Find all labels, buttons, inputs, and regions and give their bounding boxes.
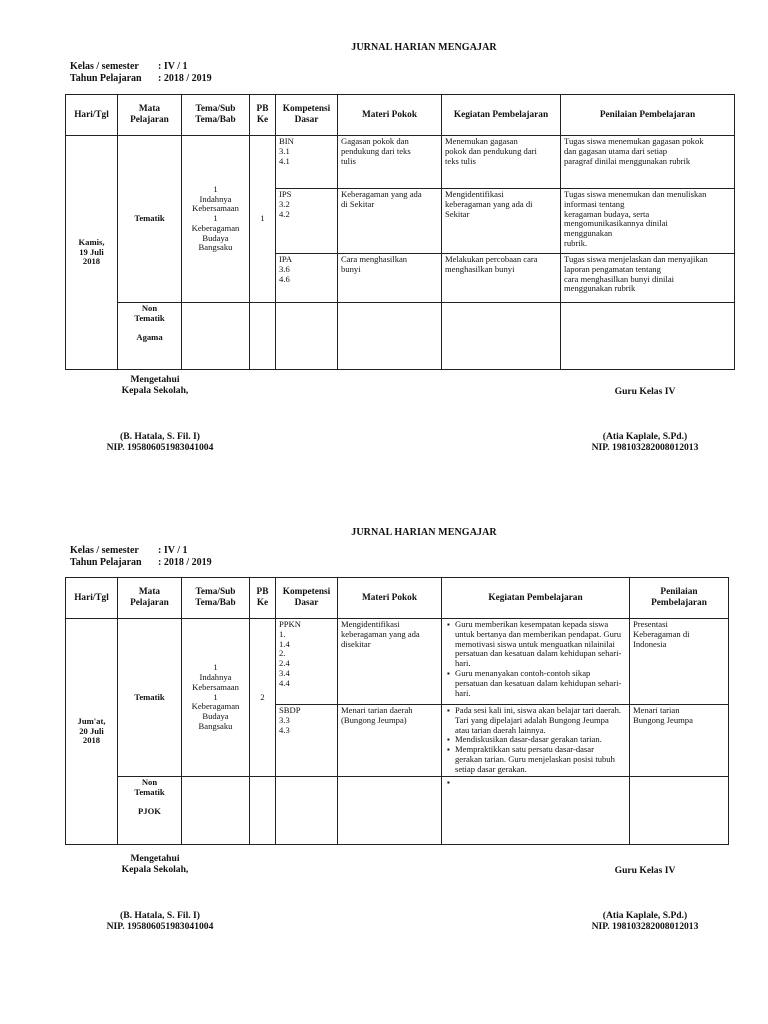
tematik-row: [66, 619, 729, 777]
meta-value: : IV / 1: [158, 545, 188, 556]
header-line: Tema/Bab: [195, 115, 236, 125]
kd-line: 3.4: [279, 667, 290, 678]
col-header-kd: [276, 578, 338, 619]
penilaian-line: Tugas siswa menemukan gagasan pokok: [564, 136, 704, 146]
activity-item: [455, 669, 626, 698]
activity-line: ▪ Mempraktikkan satu persatu dasar-dasar: [455, 744, 594, 755]
header-line: PB: [256, 104, 269, 114]
header-line: Tema/Sub: [195, 587, 236, 597]
activity-line: hari.: [455, 658, 471, 669]
col-header-pb: [250, 578, 276, 619]
materi-block: [338, 253, 441, 302]
kd-line: 2.: [279, 648, 286, 659]
kd-line: 3.2: [279, 198, 290, 209]
tematik-row: [66, 136, 735, 303]
journal-table: [65, 577, 729, 845]
principal-name-block: [60, 431, 260, 453]
day-line: Kamis,: [78, 236, 105, 247]
penilaian-line: laporan pengamatan tentang: [564, 263, 661, 274]
header-line: Pelajaran: [130, 115, 169, 125]
theme-line: Kebersamaan: [192, 203, 239, 214]
meta-label: Tahun Pelajaran: [70, 72, 142, 84]
header-line: Dasar: [294, 598, 319, 608]
penilaian-line: rubrik.: [564, 237, 588, 248]
materi-block: [338, 188, 441, 253]
theme-line: Kebersamaan: [192, 681, 239, 692]
kd-block: [276, 188, 337, 253]
penilaian-block: [561, 188, 734, 253]
meta-label: Kelas / semester: [70, 545, 139, 556]
theme-cell: [182, 619, 250, 777]
penilaian-line: Keberagaman di: [633, 628, 690, 639]
materi-cell: [338, 136, 442, 303]
header-line: Tema/Bab: [195, 598, 236, 608]
theme-line: Keberagaman: [191, 222, 240, 233]
activity-line: setiap dasar gerakan.: [455, 763, 527, 774]
non-tematik-row: [66, 303, 735, 370]
materi-block: [338, 704, 441, 776]
sign-acknowledge: Mengetahui: [130, 853, 180, 864]
header-line: Mata: [138, 104, 161, 114]
activity-item: [455, 706, 626, 735]
header-line: Ke: [256, 115, 269, 125]
kd-line: IPA: [279, 254, 293, 264]
sign-role: Guru Kelas IV: [614, 386, 676, 397]
non-tematik-penilaian-cell: [561, 303, 735, 370]
principal-nip: NIP. 195806051983041004: [106, 442, 214, 453]
materi-block: [338, 619, 441, 704]
penilaian-block: [561, 253, 734, 302]
non-tematik-kd-cell: [276, 777, 338, 845]
penilaian-line: keragaman budaya, serta: [564, 208, 650, 219]
materi-line: disekitar: [341, 638, 371, 649]
meta-label: Kelas / semester: [70, 61, 139, 72]
teacher-nip: NIP. 198103282008012013: [591, 921, 699, 932]
materi-line: tulis: [341, 155, 356, 166]
col-header-mapel: [118, 578, 182, 619]
activity-line: untuk bertanya dan memberikan pendapat. Guru: [455, 628, 622, 639]
theme-line: Budaya: [202, 711, 229, 722]
kd-line: PPKN: [279, 619, 301, 629]
col-header-hari: [66, 95, 118, 136]
activity-line: ▪ Pada sesi kali ini, siswa akan belajar tari daerah.: [455, 705, 622, 715]
non-tematik-line: Tematik: [134, 312, 165, 323]
journal-table: [65, 94, 735, 370]
principal-name: (B. Hatala, S. Fil. I): [120, 431, 200, 442]
theme-line: 1: [213, 691, 218, 702]
kd-line: IPS: [279, 189, 292, 199]
materi-line: pendukung dari teks: [341, 145, 411, 156]
materi-line: Mengidentifikasi: [341, 619, 400, 629]
header-line: Pembelajaran: [651, 598, 707, 608]
penilaian-line: dan gagasan utama dari setiap: [564, 145, 668, 156]
activity-line: persatuan dan kesatuan dalam kehidupan sehari-: [455, 648, 622, 659]
non-tematik-row: [66, 777, 729, 845]
kd-block: [276, 253, 337, 302]
header-line: Kompetensi: [282, 104, 331, 114]
materi-line: Cara menghasilkan: [341, 254, 408, 264]
col-header-materi: [338, 95, 442, 136]
principal-name: (B. Hatala, S. Fil. I): [120, 910, 200, 921]
header-line: Kegiatan Pembelajaran: [453, 109, 549, 120]
subject-non-tematik: [118, 777, 182, 845]
day-line: Jum'at,: [77, 715, 106, 726]
meta-value: : IV / 1: [158, 61, 188, 72]
penilaian-line: paragraf dinilai menggunakan rubrik: [564, 155, 691, 166]
col-header-tema: [182, 95, 250, 136]
theme-line: Bangsaku: [198, 242, 233, 253]
header-line: PB: [256, 587, 269, 597]
principal-signature: [95, 853, 215, 875]
meta-label: Tahun Pelajaran: [70, 556, 142, 568]
penilaian-line: menggunakan rubrik: [564, 283, 636, 294]
kegiatan-line: Menemukan gagasan: [445, 136, 518, 146]
kd-line: SBDP: [279, 705, 301, 715]
penilaian-line: informasi tentang: [564, 198, 625, 209]
kegiatan-line: keberagaman yang ada di: [445, 198, 533, 209]
penilaian-line: mengomunikasikannya dinilai: [564, 218, 668, 229]
kegiatan-block: [442, 704, 629, 776]
materi-line: bunyi: [341, 263, 361, 274]
penilaian-line: Bungong Jeumpa: [633, 714, 693, 725]
theme-line: Indahnya: [199, 672, 232, 682]
kd-line: 3.3: [279, 714, 290, 725]
kd-cell: [276, 619, 338, 777]
non-tematik-pb-cell: [250, 303, 276, 370]
meta-row: [70, 557, 212, 569]
day-line: 19 Juli: [79, 246, 104, 257]
non-tematik-kd-cell: [276, 303, 338, 370]
activity-line: atau tarian daerah lainnya.: [455, 724, 546, 735]
header-row: [66, 95, 735, 136]
theme-line: Keberagaman: [191, 701, 240, 712]
kd-block: [276, 619, 337, 704]
materi-line: Menari tarian daerah: [341, 705, 413, 715]
header-line: Kegiatan Pembelajaran: [488, 592, 583, 603]
non-tematik-subject: PJOK: [138, 805, 161, 816]
header-line: Hari/Tgl: [74, 109, 109, 120]
teacher-name-block: [560, 431, 730, 453]
kegiatan-line: Mengidentifikasi: [445, 189, 504, 199]
meta-row: [70, 61, 212, 73]
kd-line: 4.3: [279, 724, 290, 735]
materi-line: Keberagaman yang ada: [341, 189, 422, 199]
header-line: Ke: [256, 598, 269, 608]
sign-role: Kepala Sekolah,: [121, 385, 189, 396]
kd-line: 1.: [279, 628, 286, 639]
teacher-nip: NIP. 198103282008012013: [591, 442, 699, 453]
journal-title: JURNAL HARIAN MENGAJAR: [351, 527, 497, 538]
activity-item: [455, 620, 626, 669]
day-line: 20 Juli: [79, 725, 104, 736]
kegiatan-block: [442, 619, 629, 704]
activity-list: [445, 620, 626, 698]
day-line: 2018: [82, 735, 101, 746]
kegiatan-line: teks tulis: [445, 155, 476, 166]
kegiatan-block: [442, 188, 560, 253]
col-header-kegiatan: [442, 95, 561, 136]
non-tematik-kegiatan-cell: [442, 777, 630, 845]
header-line: Materi Pokok: [362, 592, 417, 603]
theme-line: 1: [213, 183, 218, 194]
header-line: Mata: [138, 587, 161, 597]
materi-line: Gagasan pokok dan: [341, 136, 409, 146]
col-header-mapel: [118, 95, 182, 136]
penilaian-line: Menari tarian: [633, 705, 680, 715]
theme-line: Bangsaku: [198, 720, 233, 731]
subject-non-tematik: [118, 303, 182, 370]
theme-line: 1: [213, 213, 218, 224]
meta-value: : 2018 / 2019: [158, 556, 212, 568]
principal-nip: NIP. 195806051983041004: [106, 921, 214, 932]
non-tematik-line: Non: [141, 777, 158, 787]
meta-value: : 2018 / 2019: [158, 72, 212, 84]
activity-line: ▪ Mendiskusikan dasar-dasar gerakan tarian.: [455, 734, 602, 745]
day-line: 2018: [82, 256, 101, 267]
non-tematik-line: Non: [141, 303, 158, 313]
non-tematik-kegiatan-cell: [442, 303, 561, 370]
col-header-pb: [250, 95, 276, 136]
kegiatan-cell: [442, 619, 630, 777]
teacher-name: (Atia Kaplale, S.Pd.): [602, 910, 688, 921]
theme-line: Budaya: [202, 232, 229, 243]
activity-line: hari.: [455, 687, 471, 698]
non-tematik-materi-cell: [338, 303, 442, 370]
header-line: Kompetensi: [282, 587, 331, 597]
kd-block: [276, 136, 337, 188]
materi-line: (Bungong Jeumpa): [341, 714, 407, 725]
kegiatan-cell: [442, 136, 561, 303]
col-header-kd: [276, 95, 338, 136]
pb-cell: 2: [250, 619, 276, 777]
penilaian-cell: [630, 619, 729, 777]
kd-line: 4.6: [279, 273, 290, 284]
col-header-hari: [66, 578, 118, 619]
materi-line: keberagaman yang ada: [341, 628, 420, 639]
kd-line: BIN: [279, 136, 294, 146]
kegiatan-line: pokok dan pendukung dari: [445, 145, 537, 156]
teacher-signature: [575, 865, 715, 876]
teacher-name: (Atia Kaplale, S.Pd.): [602, 431, 688, 442]
penilaian-line: Tugas siswa menemukan dan menuliskan: [564, 189, 707, 199]
penilaian-block: [630, 704, 728, 776]
header-line: Dasar: [294, 115, 319, 125]
col-header-kegiatan: [442, 578, 630, 619]
kd-line: 3.1: [279, 145, 290, 156]
activity-line: Tari yang dipelajari adalah Bungong Jeumpa: [455, 714, 609, 725]
theme-line: 1: [213, 662, 218, 673]
header-line: Tema/Sub: [195, 104, 236, 114]
penilaian-line: Indonesia: [633, 638, 667, 649]
kd-line: 4.1: [279, 155, 290, 166]
non-tematik-penilaian-cell: [630, 777, 729, 845]
kd-line: 4.2: [279, 208, 290, 219]
header-line: Materi Pokok: [362, 109, 417, 120]
activity-line: ▪ Guru memberikan kesempatan kepada siswa: [455, 619, 609, 629]
kegiatan-line: Melakukan percobaan cara: [445, 254, 538, 264]
non-tematik-materi-cell: [338, 777, 442, 845]
penilaian-block: [561, 136, 734, 188]
penilaian-line: menggunakan: [564, 228, 613, 239]
activity-line: memotivasi siswa untuk menguatkan nilainilai: [455, 638, 615, 649]
non-tematik-pb-cell: [250, 777, 276, 845]
activity-list: [445, 777, 629, 778]
materi-cell: [338, 619, 442, 777]
kd-line: 2.4: [279, 658, 290, 669]
principal-name-block: [60, 910, 260, 932]
non-tematik-subject: Agama: [136, 331, 163, 342]
kd-line: 4.4: [279, 677, 290, 688]
teacher-signature: [575, 386, 715, 397]
kegiatan-block: [442, 253, 560, 302]
subject-tematik: Tematik: [118, 136, 182, 303]
journal-title: JURNAL HARIAN MENGAJAR: [351, 42, 497, 53]
activity-line: persatuan dan kesatuan dalam kehidupan sehari-: [455, 677, 622, 688]
materi-line: di Sekitar: [341, 198, 375, 209]
principal-signature: [95, 374, 215, 396]
kegiatan-line: menghasilkan bunyi: [445, 263, 515, 274]
activity-line: gerakan tarian. Guru menjelaskan posisi tubuh: [455, 753, 615, 764]
meta-row: [70, 73, 212, 85]
theme-line: Indahnya: [199, 193, 232, 204]
journal-meta: [70, 61, 212, 84]
kd-line: 3.6: [279, 263, 290, 274]
col-header-penilaian: [630, 578, 729, 619]
penilaian-line: Tugas siswa menjelaskan dan menyajikan: [564, 254, 708, 264]
penilaian-line: cara menghasilkan bunyi dinilai: [564, 273, 675, 284]
penilaian-cell: [561, 136, 735, 303]
pb-cell: 1: [250, 136, 276, 303]
journal-meta: [70, 545, 212, 568]
sign-role: Kepala Sekolah,: [121, 864, 189, 875]
non-tematik-tema-cell: [182, 303, 250, 370]
kegiatan-line: Sekitar: [445, 208, 470, 219]
activity-item: [455, 745, 626, 774]
subject-tematik: Tematik: [118, 619, 182, 777]
kd-cell: [276, 136, 338, 303]
header-line: Pelajaran: [130, 598, 169, 608]
col-header-tema: [182, 578, 250, 619]
day-date-cell: [66, 136, 118, 370]
materi-block: [338, 136, 441, 188]
day-date-cell: [66, 619, 118, 845]
penilaian-line: Presentasi: [633, 619, 668, 629]
header-line: Penilaian Pembelajaran: [599, 109, 696, 120]
sign-role: Guru Kelas IV: [614, 865, 676, 876]
header-line: Penilaian: [660, 587, 698, 597]
col-header-materi: [338, 578, 442, 619]
header-row: [66, 578, 729, 619]
activity-list: [445, 706, 626, 775]
non-tematik-tema-cell: [182, 777, 250, 845]
activity-line: ▪ Guru menanyakan contoh-contoh sikap: [455, 667, 591, 678]
meta-row: [70, 545, 212, 557]
header-line: Hari/Tgl: [74, 592, 109, 603]
penilaian-block: [630, 619, 728, 704]
kd-block: [276, 704, 337, 776]
non-tematik-line: Tematik: [134, 786, 165, 797]
sign-acknowledge: Mengetahui: [130, 374, 180, 385]
theme-cell: [182, 136, 250, 303]
col-header-penilaian: [561, 95, 735, 136]
teacher-name-block: [560, 910, 730, 932]
kd-line: 1.4: [279, 638, 290, 649]
kegiatan-block: [442, 136, 560, 188]
